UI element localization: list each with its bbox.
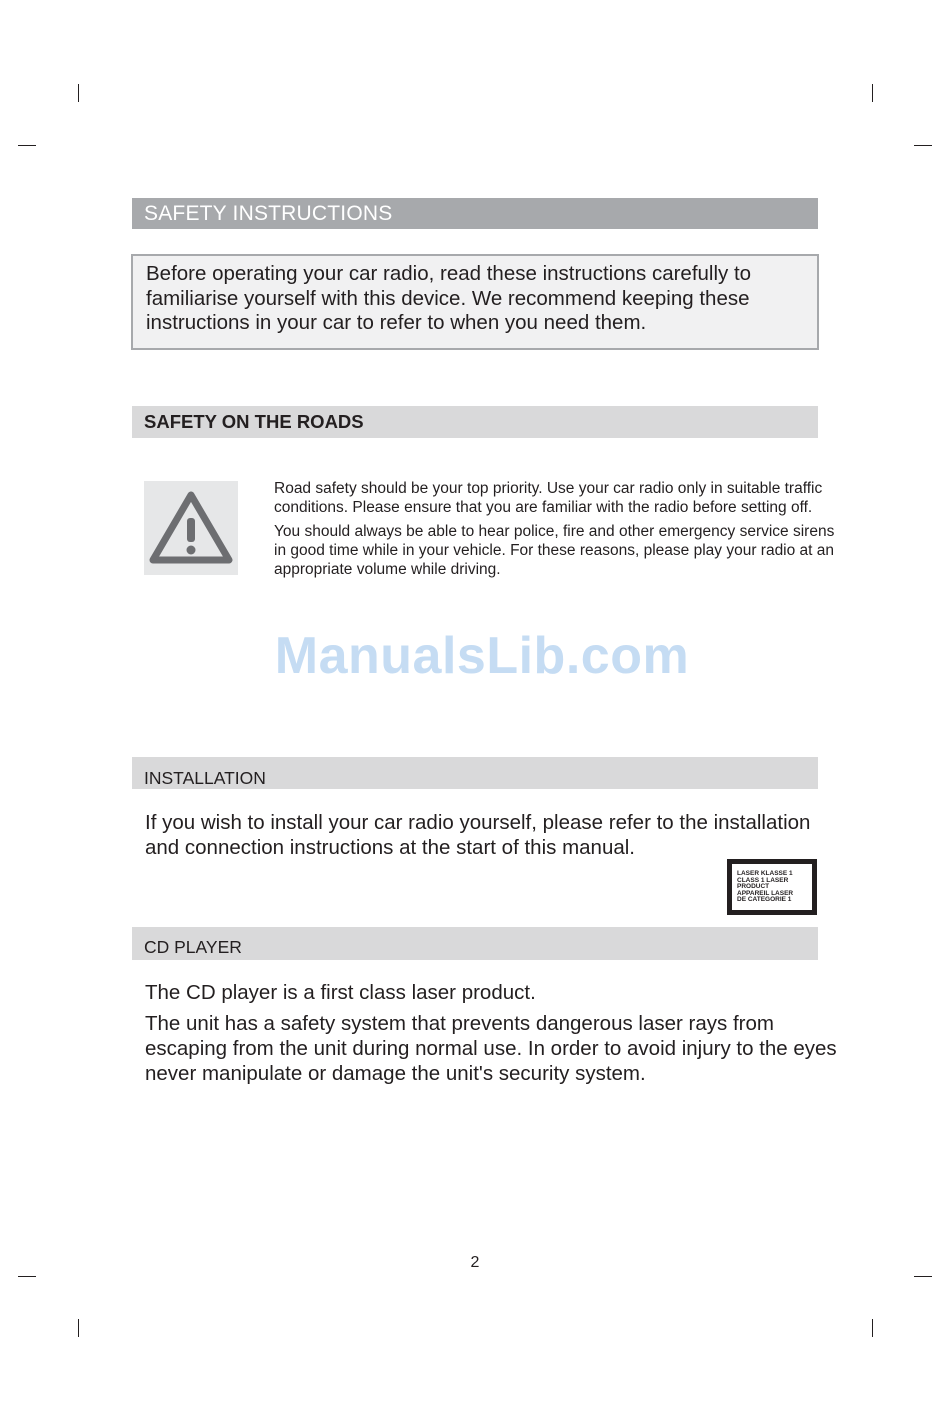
section-heading-text: SAFETY ON THE ROADS	[144, 411, 364, 432]
installation-text	[145, 810, 845, 860]
intro-notice-box	[131, 254, 819, 350]
crop-mark	[78, 1319, 79, 1337]
cd-player-paragraph: The unit has a safety system that prevents dangerous laser rays from escaping from the unit during normal use. In order to avoid injury to the eyes never manipulate or damage the unit's security system.	[145, 1012, 837, 1085]
road-safety-paragraph: You should always be able to hear police, fire and other emergency service sirens in good time while in your vehicle. For these reasons, please play your radio at an appropriate volume while driving.	[274, 523, 835, 578]
laser-label-line: APPAREIL LASER	[737, 889, 794, 897]
cd-player-paragraph: The CD player is a first class laser product.	[145, 981, 536, 1004]
watermark: ManualsLib.com	[274, 627, 690, 685]
section-heading-roads	[132, 406, 818, 438]
section-heading-cd-player	[132, 927, 818, 960]
section-heading-text: INSTALLATION	[144, 767, 266, 788]
crop-mark	[914, 1276, 932, 1277]
section-heading-installation	[132, 757, 818, 789]
crop-mark	[18, 1276, 36, 1277]
crop-mark	[872, 1319, 873, 1337]
crop-mark	[78, 84, 79, 102]
installation-paragraph: If you wish to install your car radio yourself, please refer to the installation and connection instructions at the start of this manual.	[145, 811, 811, 859]
road-safety-paragraph: Road safety should be your top priority. Use your car radio only in suitable traffic conditions. Please ensure that you are familiar with the radio before setting off.	[274, 480, 823, 516]
section-heading-text: CD PLAYER	[144, 937, 242, 957]
laser-label-line: PRODUCT	[737, 883, 770, 890]
cd-player-text	[145, 980, 845, 1086]
page-number: 2	[470, 1254, 480, 1271]
laser-label-inner	[732, 864, 812, 910]
laser-label-line: CLASS 1 LASER	[737, 876, 789, 884]
crop-mark	[914, 145, 932, 146]
road-safety-text	[274, 479, 844, 584]
section-title-text: SAFETY INSTRUCTIONS	[144, 201, 393, 225]
intro-notice-text: Before operating your car radio, read these instructions carefully to familiarise yourself with this device. We recommend keeping these instructions in your car to refer to when you need them.	[146, 262, 752, 334]
crop-mark	[18, 145, 36, 146]
laser-label-line: DE CATEGORIE 1	[737, 896, 792, 903]
crop-mark	[872, 84, 873, 102]
warning-triangle-icon	[144, 481, 238, 575]
laser-label-line: LASER KLASSE 1	[737, 870, 793, 877]
section-title-safety-instructions	[132, 198, 818, 229]
laser-class-label	[727, 859, 817, 915]
